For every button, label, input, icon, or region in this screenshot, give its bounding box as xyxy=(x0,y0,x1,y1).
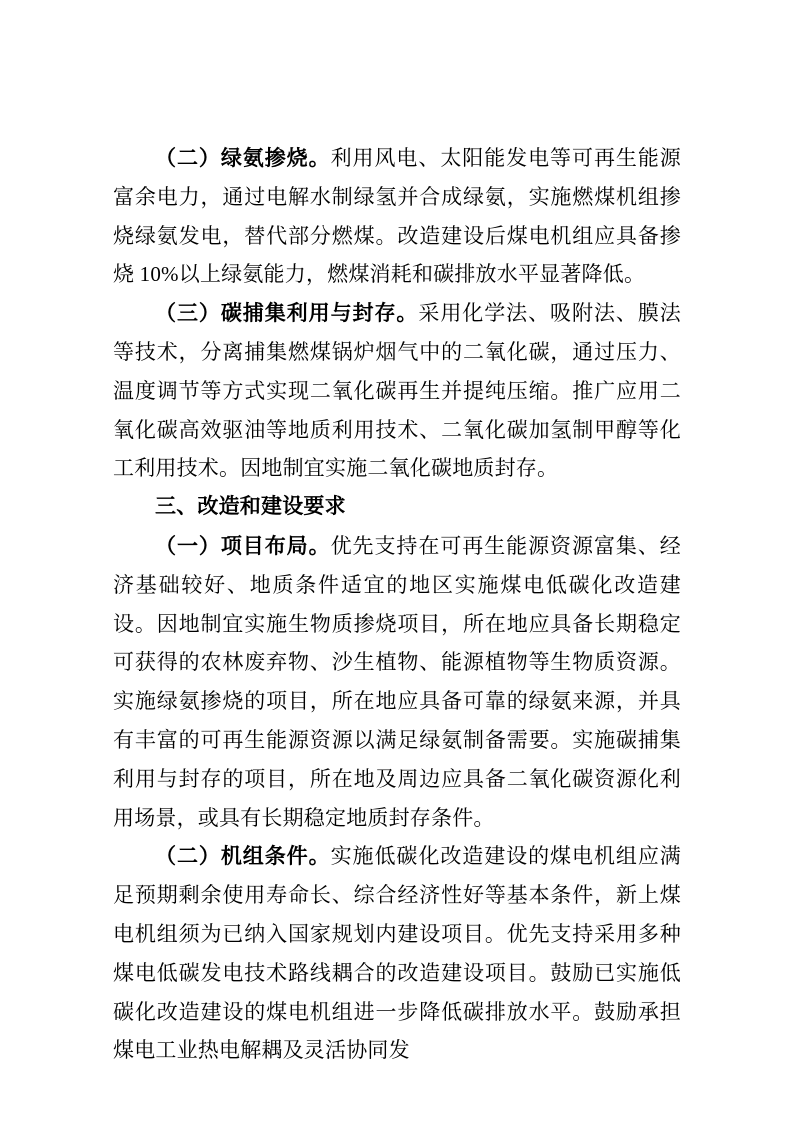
paragraph-project-layout xyxy=(113,527,681,837)
section-heading: 三、改造和建设要求 xyxy=(155,495,346,519)
paragraph-text: 实施低碳化改造建设的煤电机组应满足预期剩余使用寿命长、综合经济性好等基本条件，新上煤电机组须为已纳入国家规划内建设项目。优先支持采用多种煤电低碳发电技术路线耦合的改造建设项目。鼓励已实施低碳化改造建设的煤电机组进一步降低碳排放水平。鼓励承担煤电工业热电解耦及灵活协同发 xyxy=(113,844,681,1063)
paragraph-carbon-capture xyxy=(113,294,681,488)
paragraph-lead: （三）碳捕集利用与封存。 xyxy=(155,301,419,326)
paragraph-unit-conditions xyxy=(113,837,681,1070)
paragraph-text: 优先支持在可再生能源资源富集、经济基础较好、地质条件适宜的地区实施煤电低碳化改造建设。因地制宜实施生物质掺烧项目，所在地应具备长期稳定可获得的农林废弃物、沙生植物、能源植物等生物质资源。实施绿氨掺烧的项目，所在地应具备可靠的绿氨来源，并具有丰富的可再生能源资源以满足绿氨制备需要。实施碳捕集利用与封存的项目，所在地及周边应具备二氧化碳资源化利用场景，或具有长期稳定地质封存条件。 xyxy=(113,533,681,830)
document-text-body xyxy=(113,139,681,1070)
paragraph-lead: （二）机组条件。 xyxy=(155,844,331,869)
paragraph-text: 利用风电、太阳能发电等可再生能源富余电力，通过电解水制绿氢并合成绿氨，实施燃煤机组掺烧绿氨发电，替代部分燃煤。改造建设后煤电机组应具备掺烧 10%以上绿氨能力，燃煤消耗和碳排放水平显著降低。 xyxy=(113,146,681,287)
paragraph-lead: （一）项目布局。 xyxy=(155,533,331,558)
paragraph-lead: （二）绿氨掺烧。 xyxy=(155,146,331,170)
paragraph-text: 采用化学法、吸附法、膜法等技术，分离捕集燃煤锅炉烟气中的二氧化碳，通过压力、温度调节等方式实现二氧化碳再生并提纯压缩。推广应用二氧化碳高效驱油等地质利用技术、二氧化碳加氢制甲醇等化工利用技术。因地制宜实施二氧化碳地质封存。 xyxy=(113,301,681,481)
paragraph-green-ammonia-cofiring xyxy=(113,139,681,294)
